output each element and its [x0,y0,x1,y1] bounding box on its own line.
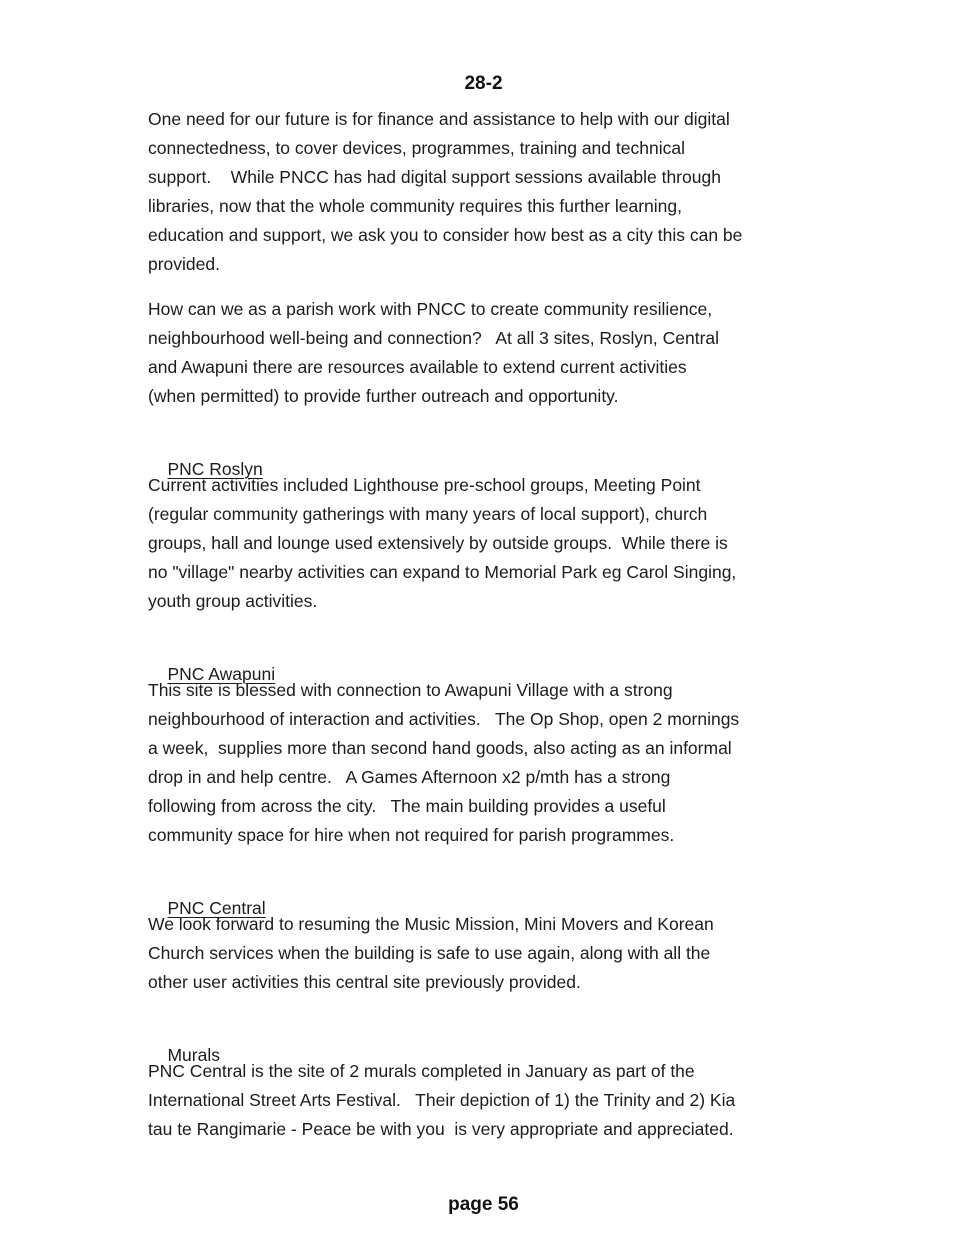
page-number-header: 28-2 [464,73,503,94]
document-body [148,105,848,1159]
paragraph-line: groups, hall and lounge used extensively by outside groups. While there is [148,532,728,553]
paragraph-line: This site is blessed with connection to Awapuni Village with a strong [148,679,673,700]
paragraph-line: support. While PNCC has had digital support sessions available through [148,167,721,187]
paragraph-awapuni [148,676,848,850]
paragraph-line: (when permitted) to provide further outreach and opportunity. [148,385,619,406]
paragraph-line: Church services when the building is safe to use again, along with all the [148,942,711,963]
paragraph-central [148,910,848,997]
paragraph-line: libraries, now that the whole community requires this further learning, [148,196,682,216]
paragraph-line: community space for hire when not required for parish programmes. [148,824,675,845]
heading-text: PNC Roslyn [167,459,263,479]
paragraph-line: no "village" nearby activities can expand to Memorial Park eg Carol Singing, [148,561,737,582]
paragraph-line: How can we as a parish work with PNCC to create community resilience, [148,298,713,319]
paragraph-line: We look forward to resuming the Music Mission, Mini Movers and Korean [148,913,714,934]
paragraph-line: Current activities included Lighthouse pre-school groups, Meeting Point [148,474,701,495]
paragraph-line: PNC Central is the site of 2 murals completed in January as part of the [148,1060,695,1081]
heading-pnc-roslyn [148,426,848,479]
paragraph-murals [148,1057,848,1144]
paragraph-digital-support [148,105,848,279]
paragraph-line: neighbourhood of interaction and activities. The Op Shop, open 2 mornings [148,708,740,729]
heading-text: PNC Central [167,898,266,918]
heading-murals [148,1012,848,1065]
paragraph-line: a week, supplies more than second hand goods, also acting as an informal [148,737,732,758]
paragraph-line: education and support, we ask you to consider how best as a city this can be [148,225,743,245]
page-number-footer: page 56 [448,1194,519,1215]
paragraph-line: youth group activities. [148,590,318,611]
paragraph-roslyn [148,471,848,616]
heading-pnc-central [148,865,848,918]
paragraph-line: and Awapuni there are resources available to extend current activities [148,356,687,377]
paragraph-line: drop in and help centre. A Games Afternoon x2 p/mth has a strong [148,766,671,787]
paragraph-line: (regular community gatherings with many years of local support), church [148,503,708,524]
paragraph-line: provided. [148,254,220,274]
heading-text: Murals [167,1045,220,1065]
paragraph-line: following from across the city. The main building provides a useful [148,795,666,816]
paragraph-line: International Street Arts Festival. Their depiction of 1) the Trinity and 2) Kia [148,1089,736,1110]
paragraph-line: tau te Rangimarie - Peace be with you is very appropriate and appreciated. [148,1118,734,1139]
paragraph-line: other user activities this central site previously provided. [148,971,581,992]
paragraph-line: neighbourhood well-being and connection? At all 3 sites, Roslyn, Central [148,327,720,348]
heading-pnc-awapuni [148,631,848,684]
paragraph-community-resilience [148,295,848,411]
heading-text: PNC Awapuni [167,664,276,684]
paragraph-line: One need for our future is for finance and assistance to help with our digital [148,109,730,129]
paragraph-line: connectedness, to cover devices, programmes, training and technical [148,138,685,158]
